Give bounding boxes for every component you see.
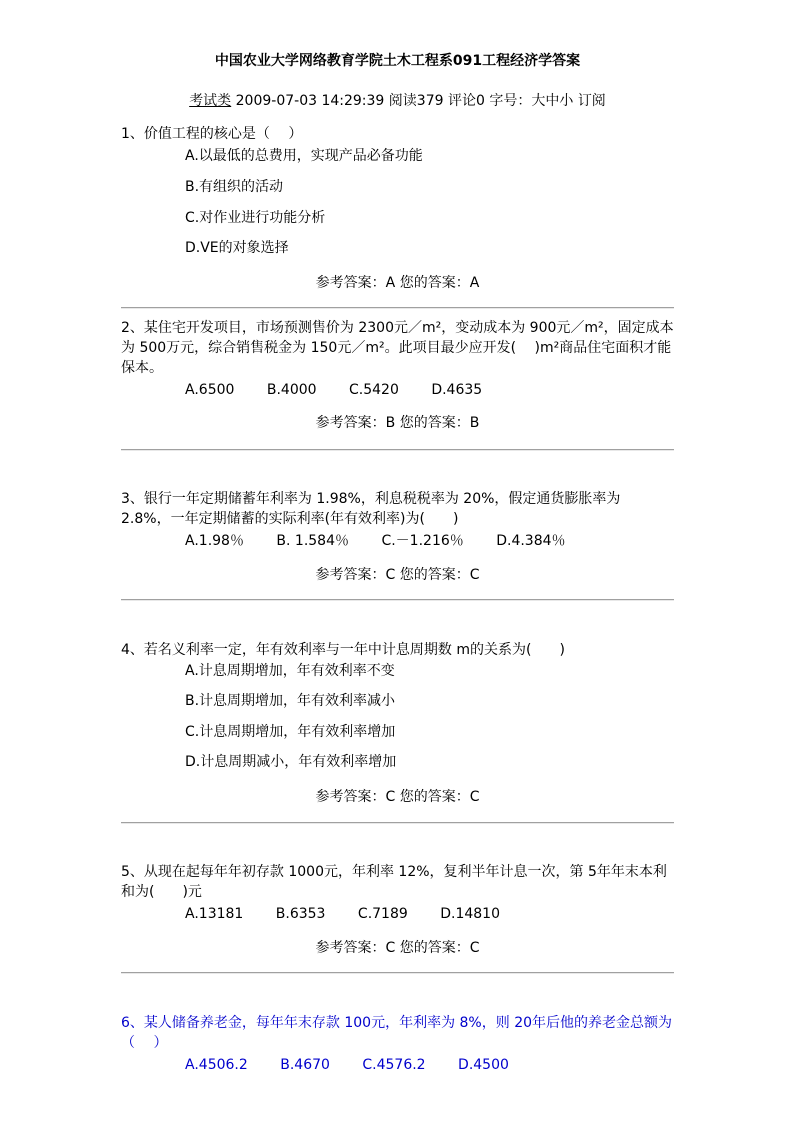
- question-4-option-d: D.计息周期减小，年有效利率增加: [185, 754, 397, 770]
- question-5-options: [185, 905, 528, 923]
- question-3-answer: 参考答案：C 您的答案：C: [315, 567, 480, 583]
- question-6-option-a: A.4506.2: [185, 1057, 248, 1073]
- read-count: 阅读379: [388, 93, 444, 109]
- question-1-option-c: C.对作业进行功能分析: [185, 210, 326, 226]
- question-4-option-a: A.计息周期增加，年有效利率不变: [185, 663, 395, 679]
- question-2-option-c: C.5420: [349, 382, 399, 398]
- divider: [121, 449, 674, 451]
- question-1-text: 1、价值工程的核心是（ ）: [121, 126, 303, 142]
- question-5-text: 5、从现在起每年年初存款 1000元，年利率 12%，复利半年计息一次，第 5年年末本利和为( )元: [121, 864, 667, 900]
- question-1-option-b: B.有组织的活动: [185, 179, 284, 195]
- font-size-control[interactable]: 字号：大中小: [489, 93, 574, 109]
- divider: [121, 972, 674, 974]
- question-5-option-d: D.14810: [440, 906, 501, 922]
- question-3-option-d: D.4.384％: [496, 533, 566, 549]
- question-3-option-a: A.1.98％: [185, 533, 244, 549]
- question-2-option-d: D.4635: [431, 382, 483, 398]
- question-2-option-a: A.6500: [185, 382, 235, 398]
- post-meta: [121, 92, 674, 110]
- subscribe-link[interactable]: 订阅: [577, 93, 606, 109]
- question-5-option-b: B.6353: [275, 906, 326, 922]
- question-5-option-c: C.7189: [357, 906, 408, 922]
- question-3-options: [185, 532, 594, 550]
- category-link[interactable]: 考试类: [189, 93, 232, 109]
- question-3-option-b: B. 1.584％: [276, 533, 349, 549]
- question-1-option-d: D.VE的对象选择: [185, 240, 289, 256]
- question-6-options: [185, 1056, 537, 1074]
- question-2-options: [185, 381, 510, 399]
- page-title: 中国农业大学网络教育学院土木工程系091工程经济学答案: [214, 53, 581, 69]
- question-2-option-b: B.4000: [266, 382, 317, 398]
- question-4-option-b: B.计息周期增加，年有效利率减小: [185, 693, 396, 709]
- question-3-option-c: C.－1.216％: [381, 533, 464, 549]
- question-2-answer: 参考答案：B 您的答案：B: [315, 415, 480, 431]
- question-4-text: 4、若名义利率一定，年有效利率与一年中计息周期数 m的关系为( ): [121, 642, 565, 658]
- question-1-option-a: A.以最低的总费用，实现产品必备功能: [185, 148, 423, 164]
- question-6-text: 6、某人储备养老金，每年年末存款 100元，年利率为 8%，则 20年后他的养老金总额为（ ）: [121, 1015, 673, 1051]
- question-1-answer: 参考答案：A 您的答案：A: [315, 275, 480, 291]
- question-2-text: 2、某住宅开发项目，市场预测售价为 2300元／m²，变动成本为 900元／m²，固定成本为 500万元，综合销售税金为 150元／m²。此项目最少应开发( )m²商品住宅面积才能保本。: [121, 320, 674, 376]
- question-6-option-c: C.4576.2: [362, 1057, 426, 1073]
- question-6-option-b: B.4670: [280, 1057, 330, 1073]
- question-4-answer: 参考答案：C 您的答案：C: [315, 789, 480, 805]
- divider: [121, 599, 674, 601]
- post-datetime: 2009-07-03 14:29:39: [235, 93, 385, 109]
- question-5-option-a: A.13181: [185, 906, 244, 922]
- question-3-text: 3、银行一年定期储蓄年利率为 1.98%，利息税税率为 20%，假定通货膨胀率为 2.8%，一年定期储蓄的实际利率(年有效利率)为( ): [121, 491, 621, 527]
- question-5-answer: 参考答案：C 您的答案：C: [315, 940, 480, 956]
- comment-count[interactable]: 评论0: [447, 93, 485, 109]
- divider: [121, 307, 674, 309]
- question-6-option-d: D.4500: [458, 1057, 509, 1073]
- divider: [121, 822, 674, 824]
- question-4-option-c: C.计息周期增加，年有效利率增加: [185, 724, 396, 740]
